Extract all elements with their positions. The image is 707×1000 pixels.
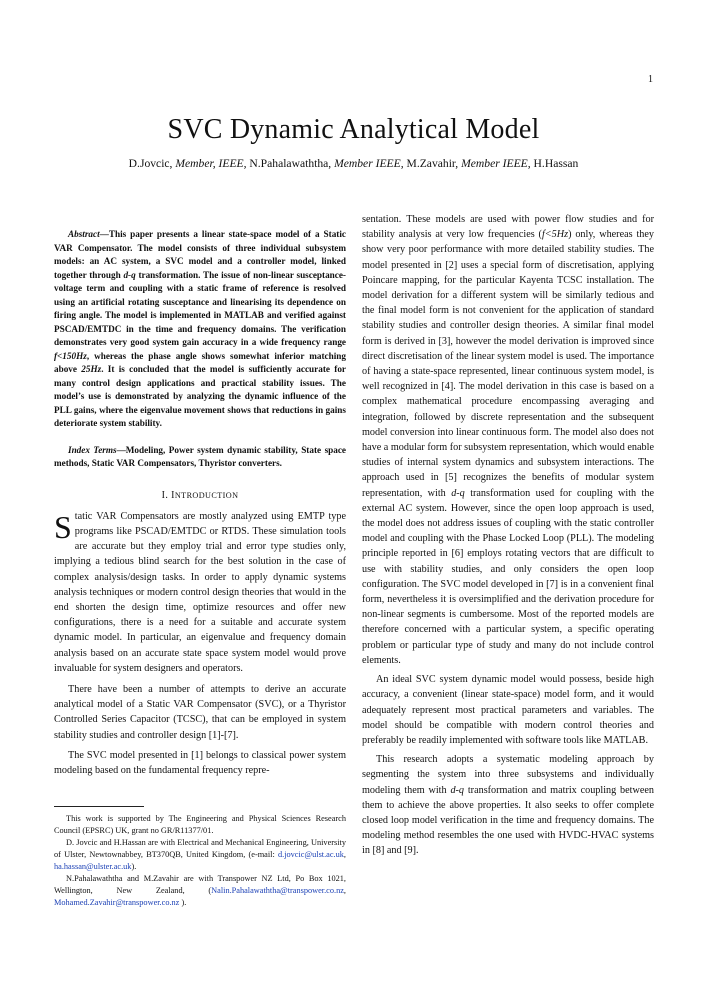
separator: ,	[343, 850, 346, 860]
inline-math: f<5Hz	[541, 229, 569, 241]
abstract-text: , whereas the phase angle shows somewhat inferior matching above	[54, 350, 346, 374]
section-numeral: I.	[161, 489, 172, 501]
section-title-rest: NTRODUCTION	[174, 490, 239, 500]
paragraph-text: tatic VAR Compensators are mostly analyzed using EMTP type programs like PSCAD/EMTDC or RTDS. These simulation tools are accurate but they employ trial and error type studies only, implying a tedious blind search for the best solution in the case of complex analysis/design tasks. In order to apply dynamic systems analysis techniques or modern control design theories that would in the end shorten the design time, optimize resources and offer new configurations, there is a need for a suitable and accurate system dynamic model. In particular, an eigenvalue and frequency domain analysis based on an accurate state space system model would prove invaluable for system designers and operators.	[54, 510, 346, 674]
footnote-text: ).	[179, 898, 187, 908]
footnote-text: N.Pahalawaththa and M.Zavahir are with Transpower NZ Ltd, Po Box 1021, Wellington, New Zealand, (	[54, 874, 346, 896]
abstract-text: . It is concluded that the model is sufficiently accurate for many control design applications and practical stability issues. The model’s use is demonstrated by analyzing the dynamic influence of the PLL gains, where the eigenvalue movement shows that reductions in gains deteriorate system stability.	[54, 364, 346, 428]
abstract-text: This paper presents a linear state-space model of a Static VAR Compensator. The model consists of three individual subsystem models: an AC system, a SVC model and a controller model, linked together through	[54, 229, 346, 280]
author-name: D.Jovcic,	[128, 157, 176, 170]
paper-title: SVC Dynamic Analytical Model	[167, 114, 540, 145]
inline-math: d-q	[450, 784, 465, 796]
footnote-affiliation-1	[54, 837, 346, 873]
author-affiliation: Member IEEE,	[461, 157, 534, 170]
drop-cap: S	[54, 508, 72, 545]
paragraph-text: This research adopts a systematic modeling approach by segmenting the system into three subsystems and individually modeling them with	[362, 754, 654, 796]
author-affiliation: Member IEEE,	[334, 157, 407, 170]
page-number: 1	[648, 74, 653, 85]
footnote-funding: This work is supported by The Engineering and Physical Sciences Research Council (EPSRC) UK, grant no GR/R11377/01.	[54, 814, 346, 836]
paragraph-text: ) only, whereas they show very poor performance with more detailed stability studies. The model presented in [2] uses a special form of discretisation, applying Poincare mapping, for the particular Kayenta TCSC installation. The model derivation for a different system will be similarly tedious and the final model form is not convenient for the application of standard stability studies and controller design theories. A similar final model form is derived in [3], however the model derivation is improved since direct discretisation of the linear system model is used. The importance of having a state-space represented, linear continuous system model, is well recognized in [4]. The model derivation in this case is based on a complex mathematical procedure encompassing averaging and integration, followed by discrete representation and the subsequent model conversion into linear continuous form. The model also does not have a modular form for subsystem representation, which would enable studies of internal system dynamics and subsystem interactions. The approach used in [5] recognizes the benefits of modular system representation, with	[362, 229, 654, 499]
intro-paragraph-3: The SVC model presented in [1] belongs to classical power system modeling based on the fundamental frequency repre-	[54, 749, 346, 776]
section-title-first: I	[171, 489, 175, 501]
author-affiliation: Member, IEEE,	[175, 157, 250, 170]
abstract	[54, 228, 346, 431]
email-link[interactable]: d.jovcic@ulst.ac.uk	[277, 850, 344, 860]
body-paragraph-1	[362, 212, 654, 668]
paragraph-text: transformation and matrix coupling between them to achieve the above properties. It also seeks to offer complete closed loop model verification in the time and frequency domains. The modeling method resembles the one used with HVDC-HVAC systems in [8] and [9].	[362, 784, 655, 857]
left-column	[54, 212, 346, 909]
email-link[interactable]: Nalin.Pahalawaththa@transpower.co.nz	[211, 886, 344, 896]
abstract-text: transformation. The issue of non-linear susceptance-voltage term and coupling with a static frame of reference is resolved using an artificial rotating susceptance and linearising its dependence on firing angle. The model is implemented in MATLAB and verified against PSCAD/EMTDC in the time and frequency domains. The verification demonstrates very good system gain accuracy in a wide frequency range	[54, 269, 346, 347]
paragraph-text: transformation used for coupling with the external AC system. However, since the open loop approach is used, the model does not address issues of coupling with the static controller model and coupling with the Phase Locked Loop (PLL). The modeling principle reported in [6] employs rotating vectors that are difficult to use with stability studies, and only considers the open loop configuration. The SVC model developed in [7] is in a convenient final form, nevertheless it is oversimplified and the derivation procedure for non-linear segments is cumbersome. Most of the reported models are therefore concerned with a particular system, a specific operating problem or particular type of study and many do not include control elements.	[362, 487, 654, 666]
abstract-label: Abstract	[68, 229, 100, 239]
right-column	[362, 212, 654, 859]
author-name: M.Zavahir,	[406, 157, 462, 170]
email-link[interactable]: ha.hassan@ulster.ac.uk	[54, 862, 132, 872]
email-link[interactable]: Mohamed.Zavahir@transpower.co.nz	[54, 898, 180, 908]
body-paragraph-2: An ideal SVC system dynamic model would possess, beside high accuracy, a convenient (linear state-space) model form, and it would adequately represent most practical parameters and variables. The model should be compatible with modern control theories and preferably be readily implemented with software tools like MATLAB.	[362, 674, 654, 746]
author-name: N.Pahalawaththa,	[249, 157, 335, 170]
body-paragraph-3	[362, 752, 654, 858]
inline-math: d-q	[451, 487, 465, 499]
index-terms	[54, 444, 346, 471]
abstract-dq: d-q	[123, 269, 136, 280]
intro-paragraph-1	[54, 509, 346, 676]
author-line	[0, 157, 707, 170]
index-terms-text: —Modeling, Power system dynamic stability, State space methods, Static VAR Compensators, Thyristor converters.	[54, 444, 347, 468]
index-terms-label: Index Terms	[68, 444, 117, 455]
paragraph-text: sentation. These models are used with power flow studies and for stability analysis at very low frequencies (	[362, 214, 654, 241]
section-heading-introduction	[54, 488, 346, 503]
intro-paragraph-2: There have been a number of attempts to derive an accurate analytical model of a Static VAR Compensator (SVC), or a Thyristor Controlled Series Capacitor (TCSC), that can be employed in system stability studies and controller design [1]-[7].	[54, 683, 346, 741]
abstract-freq: f<150Hz	[54, 350, 87, 361]
abstract-freq: 25Hz	[81, 364, 102, 374]
abstract-dash: —	[99, 229, 109, 239]
author-name: H.Hassan	[533, 157, 579, 170]
footnote-affiliation-2	[54, 873, 346, 909]
footnote-rule	[54, 806, 144, 807]
separator: ,	[343, 886, 346, 896]
footnote-text: ).	[131, 862, 137, 872]
footnote-text: D. Jovcic and H.Hassan are with Electrical and Mechanical Engineering, University of Ulster, Newtownabbey, BT370QB, United Kingdom, (e-mail:	[54, 838, 346, 860]
